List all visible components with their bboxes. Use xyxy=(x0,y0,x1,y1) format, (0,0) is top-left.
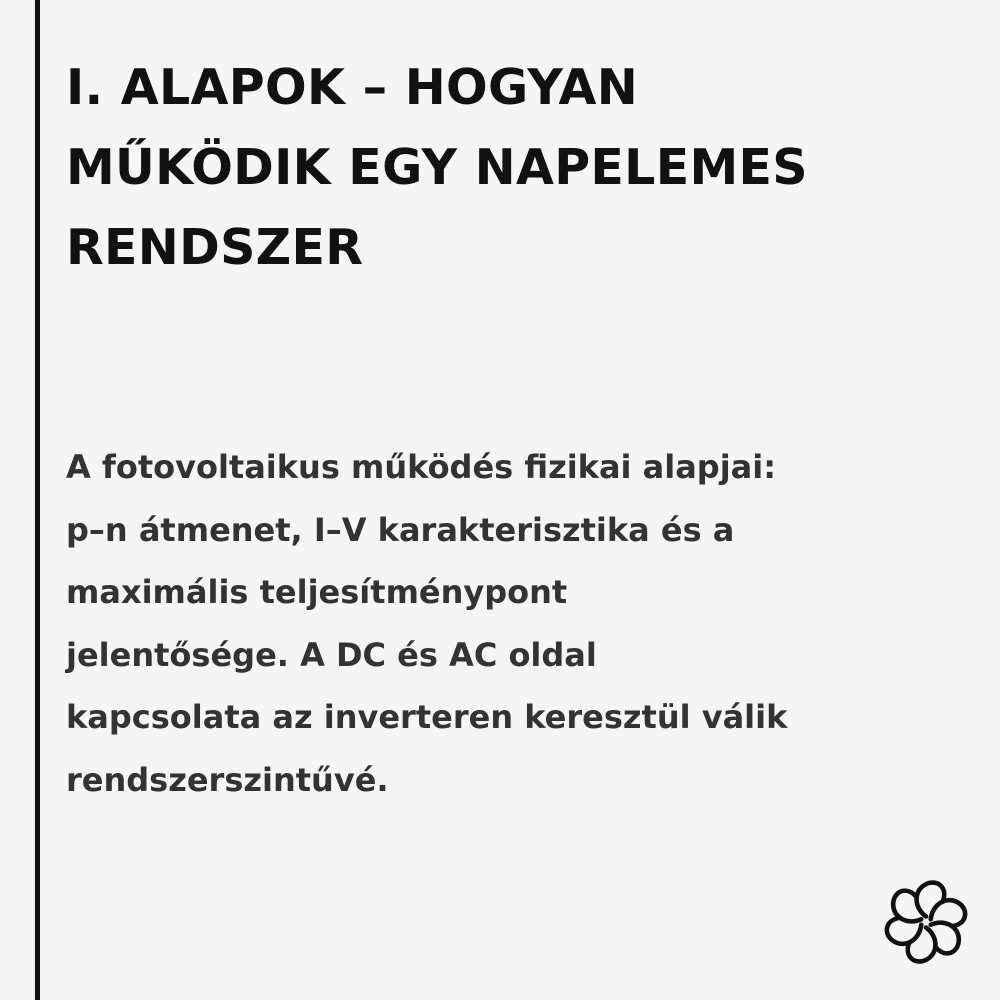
title-line-2: MŰKÖDIK EGY NAPELEMES xyxy=(66,139,808,196)
title-line-3: RENDSZER xyxy=(66,219,364,276)
body-line-2: p–n átmenet, I–V karakterisztika és a xyxy=(66,510,735,549)
body-line-3: maximális teljesítménypont xyxy=(66,573,568,611)
body-line-4: jelentősége. A DC és AC oldal xyxy=(66,635,597,674)
body-line-1: A fotovoltaikus működés fizikai alapjai: xyxy=(66,448,777,486)
body-line-6: rendszerszintűvé. xyxy=(66,760,389,799)
body-line-5: kapcsolata az inverteren keresztül válik xyxy=(66,698,788,736)
body-paragraph xyxy=(66,436,966,811)
title-line-1: I. ALAPOK – HOGYAN xyxy=(66,59,639,116)
page-title xyxy=(66,48,976,288)
left-vertical-rule xyxy=(35,0,40,1000)
swirl-knot-logo-icon xyxy=(880,876,972,968)
